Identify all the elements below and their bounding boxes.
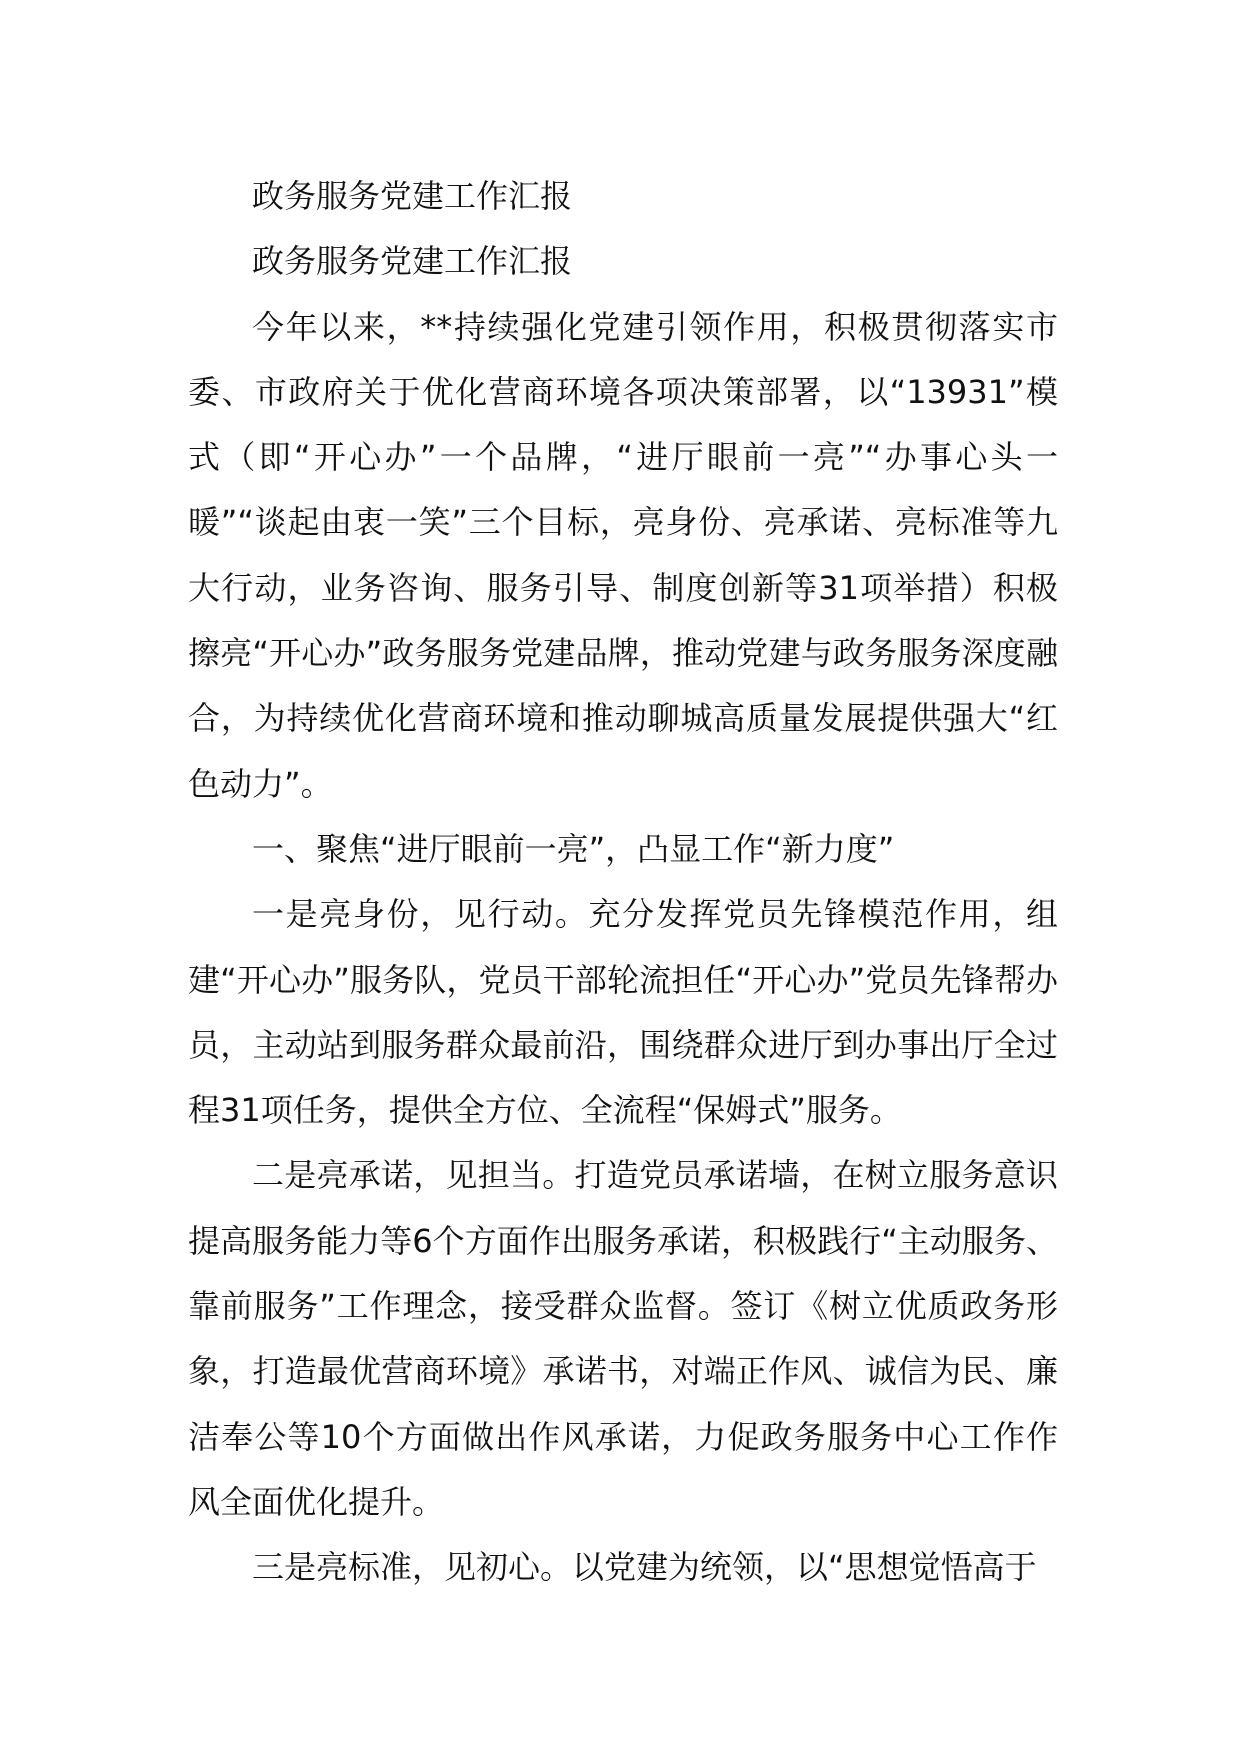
- document-subtitle: 政务服务党建工作汇报: [252, 242, 573, 281]
- paragraph-item-3: 三是亮标准，见初心。以党建为统领，以“思想觉悟高于: [252, 1548, 1037, 1587]
- document-title: 政务服务党建工作汇报: [252, 177, 573, 215]
- paragraph-intro: 今年以来，**持续强化党建引领作用，积极贯彻落实市委、市政府关于优化营商环境各项决策部署，以“13931”模式（即“开心办”一个品牌，“进厅眼前一亮”“办事心头一暖”“谈起由衷一笑”三个目标，亮身份、亮承诺、亮标准等九大行动，业务咨询、服务引导、制度创新等31项举措）积极擦亮“开心办”政务服务党建品牌，推动党建与政务服务深度融合，为持续优化营商环境和推动聊城高质量发展提供强大“红色动力”。: [188, 307, 1058, 803]
- document-body: [188, 164, 1058, 1601]
- paragraph-item-2: 二是亮承诺，见担当。打造党员承诺墙，在树立服务意识提高服务能力等6个方面作出服务承诺，积极践行“主动服务、靠前服务”工作理念，接受群众监督。签订《树立优质政务形象，打造最优营商环境》承诺书，对端正作风、诚信为民、廉洁奉公等10个方面做出作风承诺，力促政务服务中心工作作风全面优化提升。: [188, 1156, 1058, 1521]
- section-heading-1: 一、聚焦“进厅眼前一亮”，凸显工作“新力度”: [252, 829, 895, 868]
- paragraph-item-1: 一是亮身份，见行动。充分发挥党员先锋模范作用，组建“开心办”服务队，党员干部轮流担任“开心办”党员先锋帮办员，主动站到服务群众最前沿，围绕群众进厅到办事出厅全过程31项任务，提供全方位、全流程“保姆式”服务。: [188, 895, 1058, 1130]
